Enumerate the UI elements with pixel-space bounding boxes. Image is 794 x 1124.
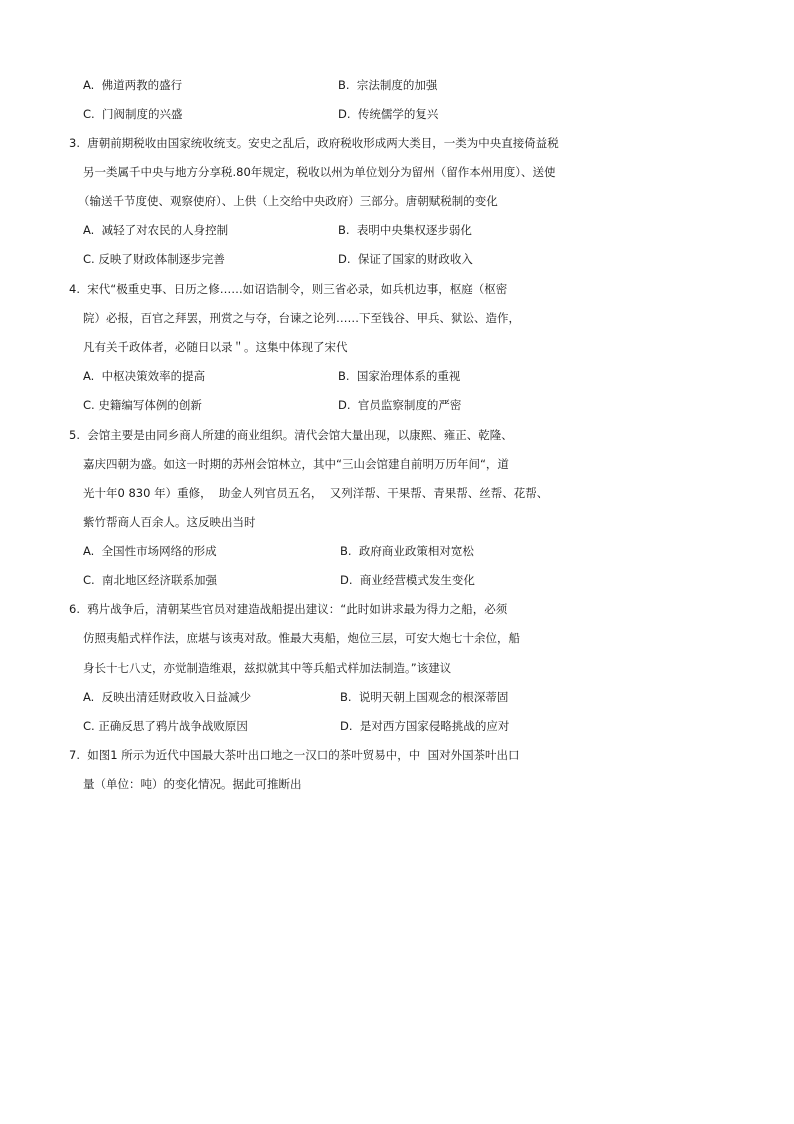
q3-option-a: A. 减轻了对农民的人身控制 (83, 223, 229, 237)
q4-stem-line-3: 凡有关千政体者，必随日以录＂。这集中体现了宋代 (83, 340, 348, 354)
q3-stem-line-3: （输送千节度使、观察使府）、上供（上交给中央政府）三部分。唐朝赋税制的变化 (78, 194, 498, 208)
q4-stem-line-2: 院）必报，百官之拜罢，刑赏之与夺，台谏之论列……下至钱谷、甲兵、狱讼、造作， (83, 311, 520, 325)
q4-option-a: A. 中枢决策效率的提高 (83, 369, 206, 383)
q5-stem-line-2: 嘉庆四朝为盛。如这一时期的苏州会馆林立，其中“三山会馆建自前明万历年间“，道 (83, 457, 509, 471)
q3-option-c: C. 反映了财政体制逐步完善 (83, 252, 225, 266)
q6-option-d: D. 是对西方国家侵略挑战的应对 (340, 719, 510, 733)
q6-option-c: C. 正确反思了鸦片战争战败原因 (83, 719, 248, 733)
q2-option-b: B. 宗法制度的加强 (338, 78, 438, 92)
q5-option-a: A. 全国性市场网络的形成 (83, 544, 217, 558)
q6-option-b: B. 说明天朝上国观念的根深蒂固 (340, 690, 509, 704)
q3-option-b: B. 表明中央集权逐步弱化 (338, 223, 472, 237)
q5-option-b: B. 政府商业政策相对宽松 (340, 544, 474, 558)
q5-stem-line-4: 紫竹帮商人百余人。这反映出当时 (83, 515, 256, 529)
q6-stem-line-2: 仿照夷船式样作法，庶堪与该夷对敌。惟最大夷船，炮位三层，可安大炮七十余位，船 (83, 631, 520, 645)
q4-stem-line-1: 4. 宋代“极重史事、日历之修……如诏诰制令，则三省必录，如兵机边事，枢庭（枢密 (69, 282, 508, 296)
q3-option-d: D. 保证了国家的财政收入 (338, 252, 473, 266)
q7-stem-line-1: 7. 如图1 所示为近代中国最大茶叶出口地之一汉口的茶叶贸易中，中 国对外国茶叶出口 (69, 748, 520, 762)
q5-option-c: C. 南北地区经济联系加强 (83, 573, 217, 587)
q5-stem-line-1: 5. 会馆主要是由同乡商人所建的商业组织。清代会馆大量出现，以康熙、雍正、乾隆、 (69, 428, 513, 442)
q2-option-a: A. 佛道两教的盛行 (83, 78, 183, 92)
q6-option-a: A. 反映出清廷财政收入日益减少 (83, 690, 252, 704)
q7-stem-line-2: 量（单位：吨）的变化情况。据此可推断出 (83, 777, 302, 791)
q4-option-d: D. 官员监察制度的严密 (338, 398, 462, 412)
q6-stem-line-3: 身长十七八丈，亦觉制造维艰，兹拟就其中等兵船式样加法制造。”该建议 (83, 661, 452, 675)
q6-stem-line-1: 6. 鸦片战争后，清朝某些官员对建造战船提出建议：“此时如讲求最为得力之船，必须 (69, 602, 508, 616)
q5-option-d: D. 商业经营模式发生变化 (340, 573, 475, 587)
q3-stem-line-1: 3. 唐朝前期税收由国家统收统支。安史之乱后，政府税收形成两大类目，一类为中央直接倚益税 (69, 136, 559, 150)
q3-stem-line-2: 另一类属千中央与地方分享税.80年规定，税收以州为单位划分为留州（留作本州用度）、送使 (83, 165, 556, 179)
q4-option-b: B. 国家治理体系的重视 (338, 369, 461, 383)
q5-stem-line-3: 光十年0 830 年）重修， 助金人列官员五名， 又列洋帮、干果帮、青果帮、丝帮、花帮、 (83, 486, 549, 500)
q2-option-c: C. 门阀制度的兴盛 (83, 107, 183, 121)
q4-option-c: C. 史籍编写体例的创新 (83, 398, 202, 412)
q2-option-d: D. 传统儒学的复兴 (338, 107, 439, 121)
